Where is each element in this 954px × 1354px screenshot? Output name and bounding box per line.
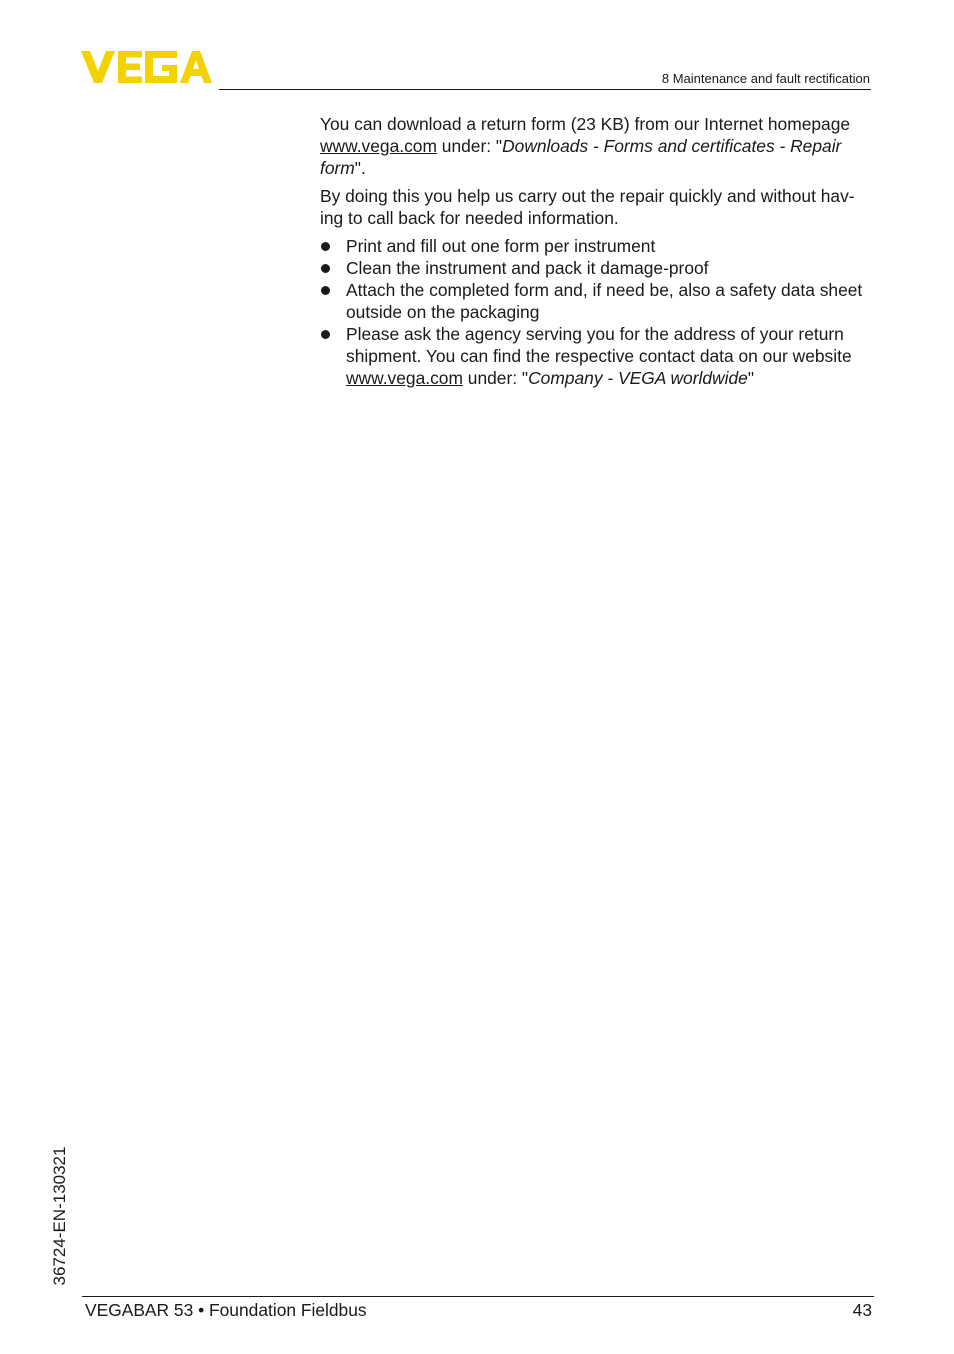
instructions-list xyxy=(320,235,872,389)
footer-product-title: VEGABAR 53 • Foundation Fieldbus xyxy=(85,1300,367,1320)
bullet-dot-icon xyxy=(321,330,330,339)
page-number: 43 xyxy=(852,1300,872,1320)
vega-website-link[interactable]: www.vega.com xyxy=(346,368,463,388)
list-item-text: Print and fill out one form per instrument xyxy=(346,236,656,256)
bullet-dot-icon xyxy=(321,242,330,251)
list-item xyxy=(320,279,872,323)
main-content xyxy=(320,113,872,389)
list-item xyxy=(320,323,872,389)
list-item-text-before: Please ask the agency serving you for the address of your return shipment. You can find the respective contact data on our website xyxy=(346,324,852,366)
para1-text-after: ". xyxy=(354,158,366,178)
paragraph-repair-info: By doing this you help us carry out the repair quickly and without hav-ing to call back for needed information. xyxy=(320,186,855,228)
para1-text-middle: under: " xyxy=(436,136,503,156)
bullet-dot-icon xyxy=(321,286,330,295)
section-title: 8 Maintenance and fault rectification xyxy=(661,71,870,86)
vega-website-link[interactable]: www.vega.com xyxy=(320,136,437,156)
list-item-text: Clean the instrument and pack it damage-proof xyxy=(346,258,709,278)
list-item xyxy=(320,235,872,257)
list-item-text: Attach the completed form and, if need be, also a safety data sheet outside on the packaging xyxy=(346,280,863,322)
para1-text-before: You can download a return form (23 KB) from our Internet homepage xyxy=(320,114,851,134)
bullet-dot-icon xyxy=(321,264,330,273)
para1-download-path: Downloads - Forms and certificates - Repair form xyxy=(320,136,842,178)
list-item-text-after: " xyxy=(747,368,755,388)
list-item xyxy=(320,257,872,279)
paragraph-return-form xyxy=(320,113,872,179)
company-path: Company - VEGA worldwide xyxy=(528,368,748,388)
list-item-text-middle: under: " xyxy=(462,368,529,388)
vega-logo xyxy=(81,51,212,83)
footer-divider xyxy=(82,1296,874,1297)
vega-logo-graphic xyxy=(81,51,212,83)
header-divider xyxy=(219,89,871,90)
document-id: 36724-EN-130321 xyxy=(50,1146,69,1286)
